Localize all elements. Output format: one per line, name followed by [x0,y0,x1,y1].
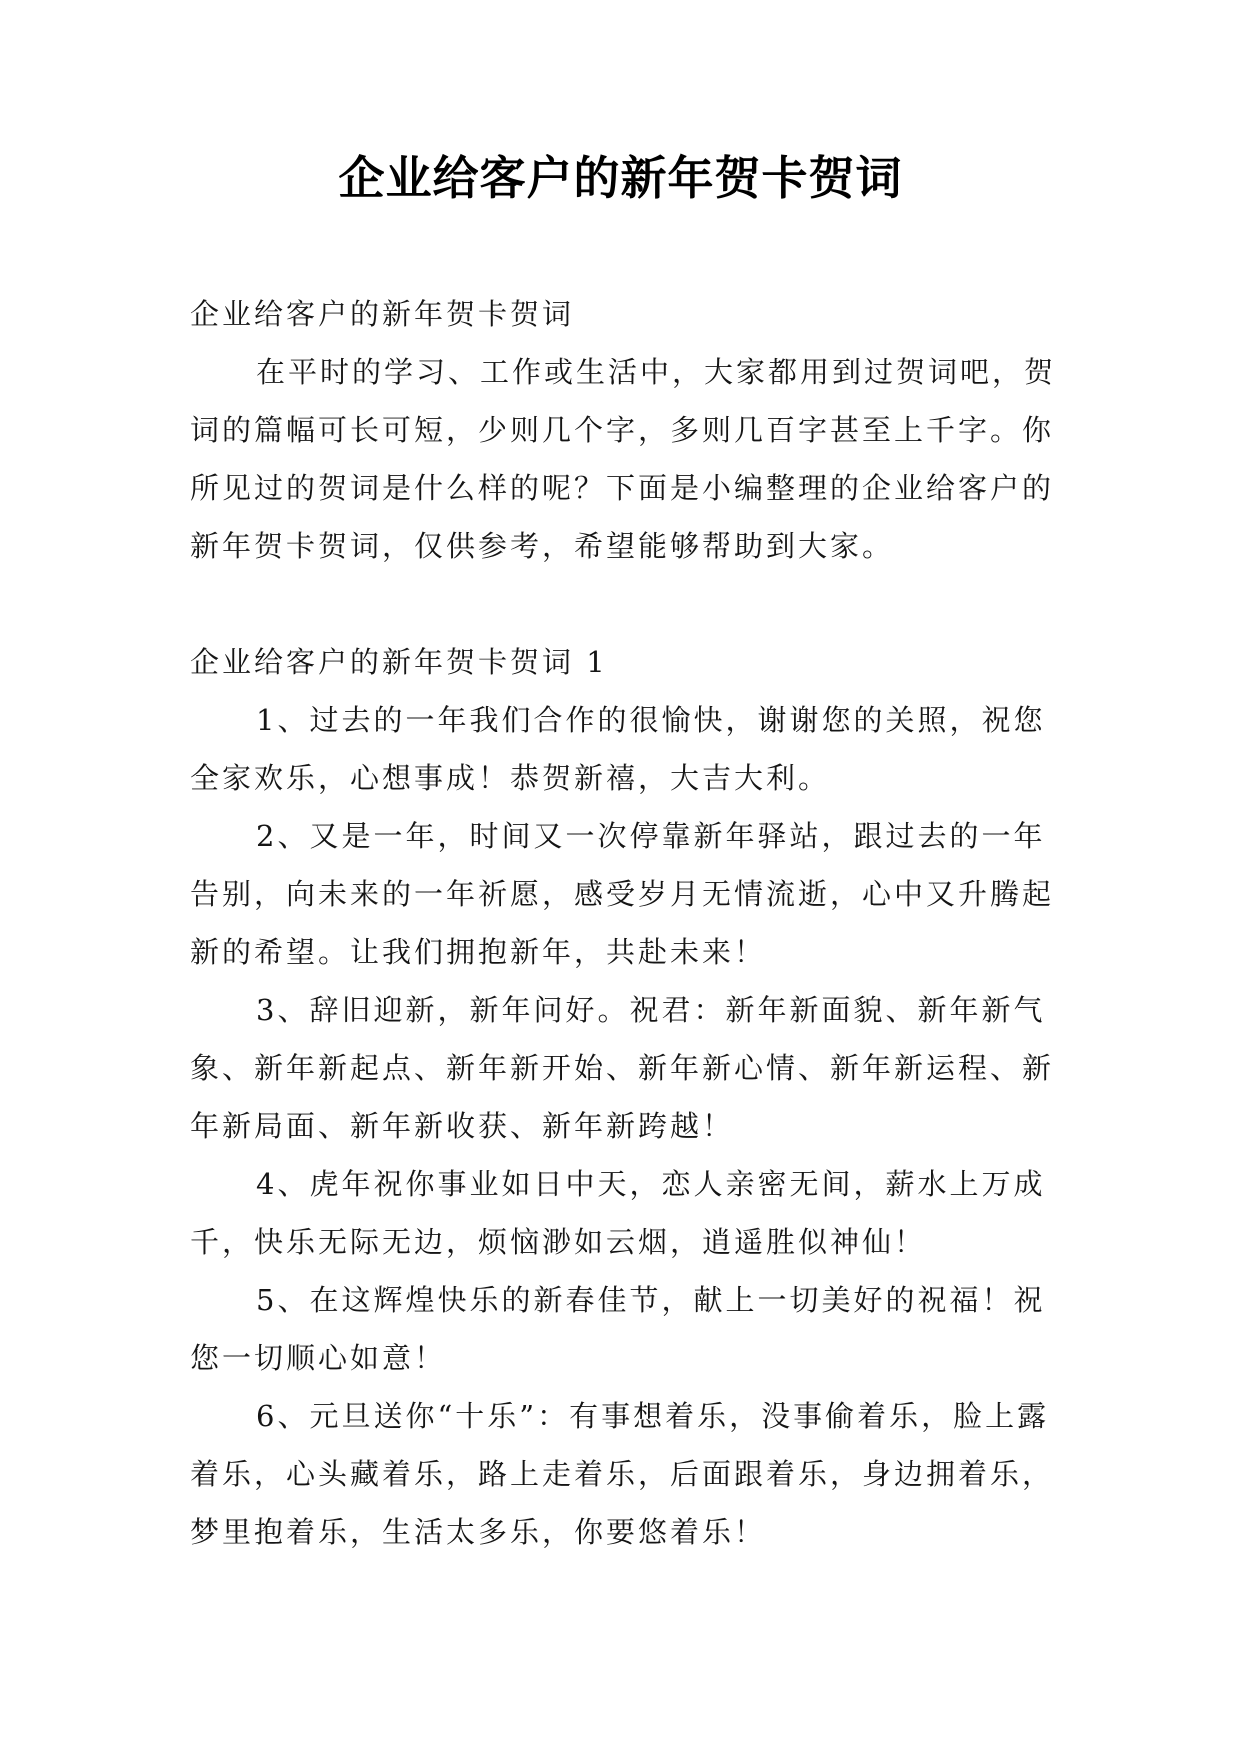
document-body [190,285,1070,1561]
greeting-item-5: 5、在这辉煌快乐的新春佳节，献上一切美好的祝福！祝您一切顺心如意！ [190,1283,1046,1375]
section-spacer [190,575,1070,633]
greeting-item-6: 6、元旦送你“十乐”：有事想着乐，没事偷着乐，脸上露着乐，心头藏着乐，路上走着乐，后面跟着乐，身边拥着乐，梦里抱着乐，生活太多乐，你要悠着乐！ [190,1399,1055,1549]
greeting-item-3: 3、辞旧迎新，新年问好。祝君：新年新面貌、新年新气象、新年新起点、新年新开始、新年新心情、新年新运程、新年新局面、新年新收获、新年新跨越！ [190,993,1055,1143]
document-title: 企业给客户的新年贺卡贺词 [338,151,903,205]
section-heading: 企业给客户的新年贺卡贺词 1 [190,645,608,679]
greeting-item-2: 2、又是一年，时间又一次停靠新年驿站，跟过去的一年告别，向未来的一年祈愿，感受岁月无情流逝，心中又升腾起新的希望。让我们拥抱新年，共赴未来！ [190,819,1055,969]
intro-heading: 企业给客户的新年贺卡贺词 [190,297,575,331]
greeting-item-4: 4、虎年祝你事业如日中天，恋人亲密无间，薪水上万成千，快乐无际无边，烦恼渺如云烟，逍遥胜似神仙！ [190,1167,1046,1259]
intro-paragraph: 在平时的学习、工作或生活中，大家都用到过贺词吧，贺词的篇幅可长可短，少则几个字，多则几百字甚至上千字。你所见过的贺词是什么样的呢？下面是小编整理的企业给客户的新年贺卡贺词，仅供参考，希望能够帮助到大家。 [190,355,1057,563]
greeting-item-1: 1、过去的一年我们合作的很愉快，谢谢您的关照，祝您全家欢乐，心想事成！恭贺新禧，大吉大利。 [190,703,1046,795]
